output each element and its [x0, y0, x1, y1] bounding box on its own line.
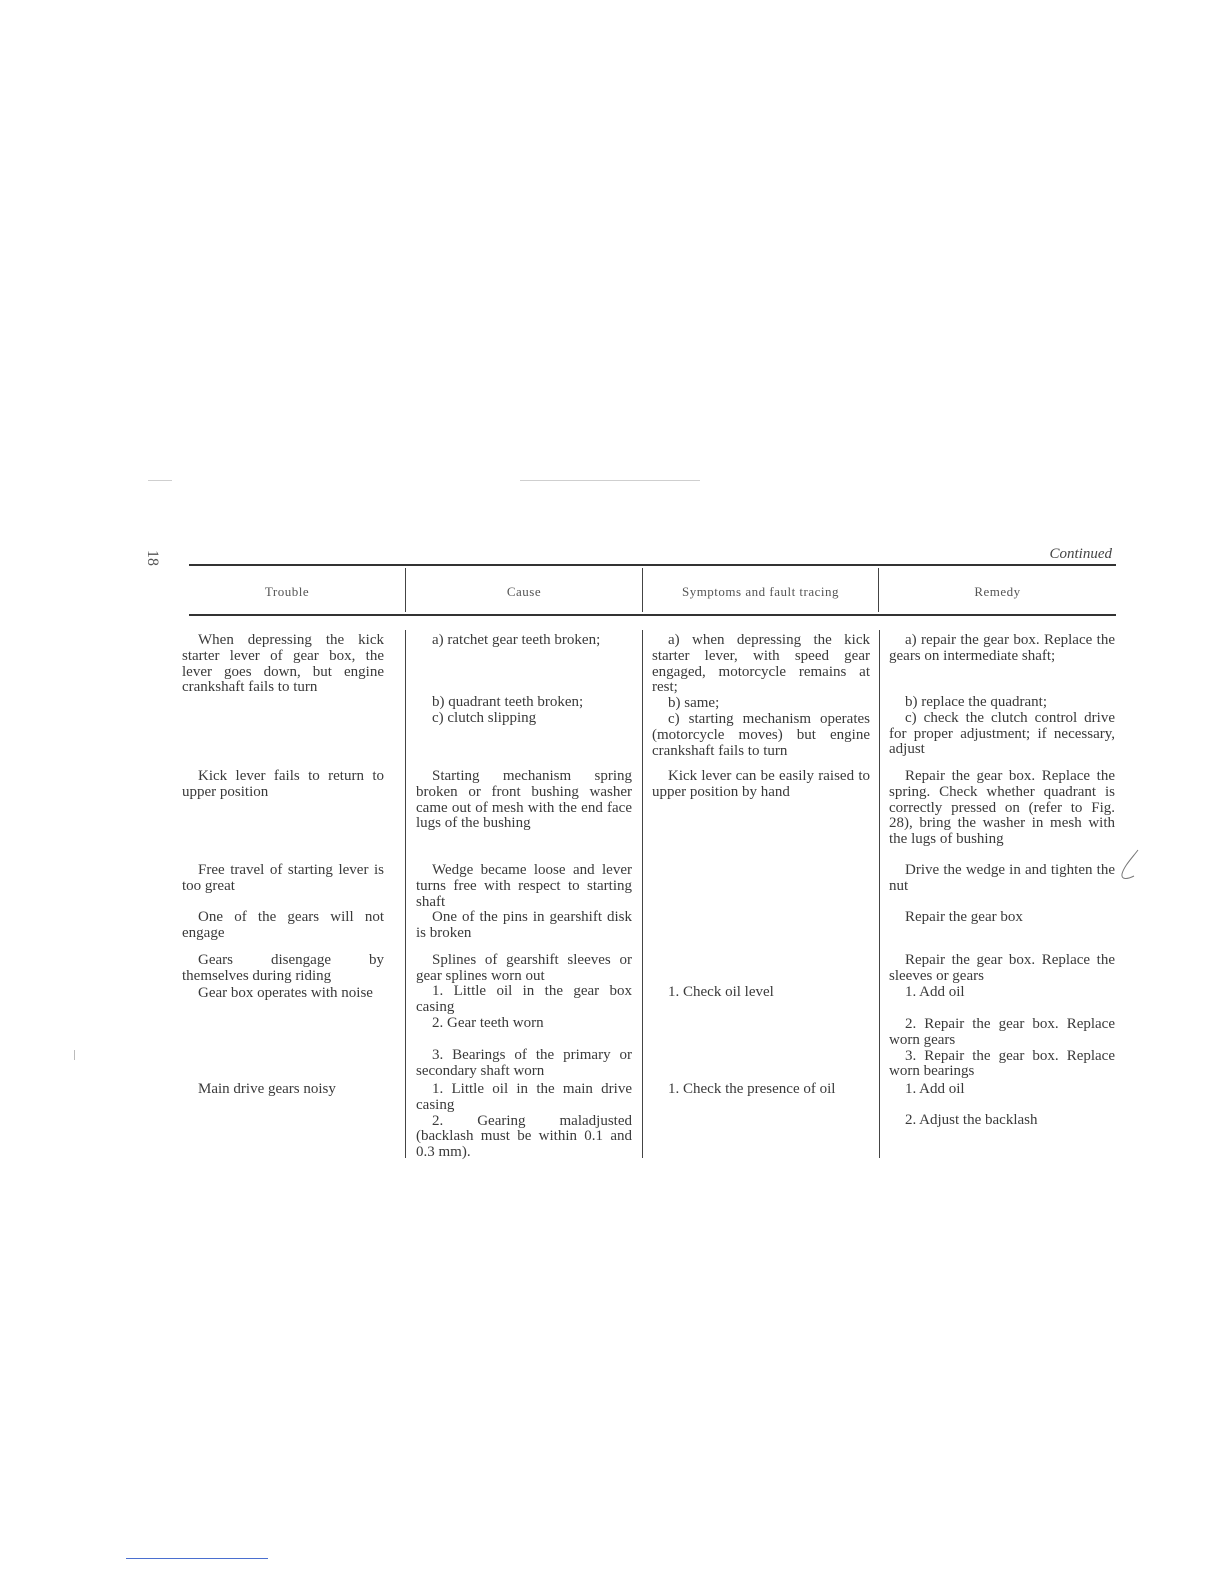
cause-cell: 1. Little oil in the main drive casing 2. Gearing maladjusted (backlash must be within 0.1 and 0.3 mm). — [416, 1081, 632, 1161]
remedy-cell: 2. Adjust the backlash — [905, 1112, 1038, 1128]
page-number: 18 — [144, 550, 161, 566]
cause-cell: a) ratchet gear teeth broken; — [432, 632, 601, 648]
header-trouble: Trouble — [264, 584, 310, 599]
column-divider — [405, 630, 406, 1158]
remedy-cell: Drive the wedge in and tighten the nut — [889, 862, 1115, 894]
scan-artifact-line — [520, 480, 700, 481]
cause-cell: One of the pins in gearshift disk is broken — [416, 909, 632, 941]
symptoms-cell: 1. Check the presence of oil — [668, 1081, 836, 1097]
cause-cell: Starting mechanism spring broken or front bushing washer came out of mesh with the end face lugs of the bushing — [416, 768, 632, 832]
table-header-rule — [189, 614, 1116, 616]
remedy-cell: Repair the gear box — [905, 909, 1023, 925]
scan-artifact-line — [148, 480, 172, 481]
remedy-cell: a) repair the gear box. Replace the gears on intermediate shaft; — [889, 632, 1115, 664]
trouble-cell: Gears disengage by themselves during riding — [182, 952, 384, 984]
header-remedy: Remedy — [974, 584, 1021, 599]
cause-cell: 3. Bearings of the primary or secondary shaft worn — [416, 1047, 632, 1079]
scan-artifact-line — [126, 1558, 268, 1559]
symptoms-cell: a) when depressing the kick starter lever, with speed gear engaged, motorcycle remains at rest; b) same; c) starting mechanism operates (motorcycle moves) but engine crankshaft fails to turn — [652, 632, 870, 759]
remedy-cell: Repair the gear box. Replace the sleeves or gears — [889, 952, 1115, 984]
trouble-cell: One of the gears will not engage — [182, 909, 384, 941]
trouble-cell: When depressing the kick starter lever of gear box, the lever goes down, but engine crankshaft fails to turn — [182, 632, 384, 696]
continued-label: Continued — [1049, 546, 1112, 562]
remedy-cell: b) replace the quadrant; c) check the clutch control drive for proper adjustment; if necessary, adjust — [889, 694, 1115, 758]
remedy-cell: 1. Add oil — [905, 1081, 965, 1097]
cause-cell: b) quadrant teeth broken; c) clutch slipping — [432, 694, 584, 726]
trouble-cell: Free travel of starting lever is too great — [182, 862, 384, 894]
table-top-rule — [189, 564, 1116, 566]
symptoms-cell: 1. Check oil level — [668, 984, 774, 1000]
column-divider — [642, 630, 643, 1158]
header-symptoms: Symptoms and fault tracing — [681, 584, 840, 599]
symptoms-cell: Kick lever can be easily raised to upper position by hand — [652, 768, 870, 800]
header-cause: Cause — [506, 584, 542, 599]
cause-cell: 1. Little oil in the gear box casing 2. Gear teeth worn — [416, 983, 632, 1031]
trouble-cell: Gear box operates with noise — [198, 985, 373, 1001]
scan-artifact-tick — [74, 1050, 75, 1060]
remedy-cell: Repair the gear box. Replace the spring. Check whether quadrant is correctly pressed on (refer to Fig. 28), bring the washer in mesh with the lugs of bushing — [889, 768, 1115, 848]
cause-cell: Wedge became loose and lever turns free with respect to starting shaft — [416, 862, 632, 910]
cause-cell: Splines of gearshift sleeves or gear splines worn out — [416, 952, 632, 984]
remedy-cell: 1. Add oil — [905, 984, 965, 1000]
remedy-cell: 2. Repair the gear box. Replace worn gears 3. Repair the gear box. Replace worn bearings — [889, 1016, 1115, 1080]
trouble-cell: Kick lever fails to return to upper position — [182, 768, 384, 800]
column-divider — [879, 630, 880, 1158]
trouble-cell: Main drive gears noisy — [198, 1081, 336, 1097]
pen-mark-icon — [1116, 848, 1142, 884]
